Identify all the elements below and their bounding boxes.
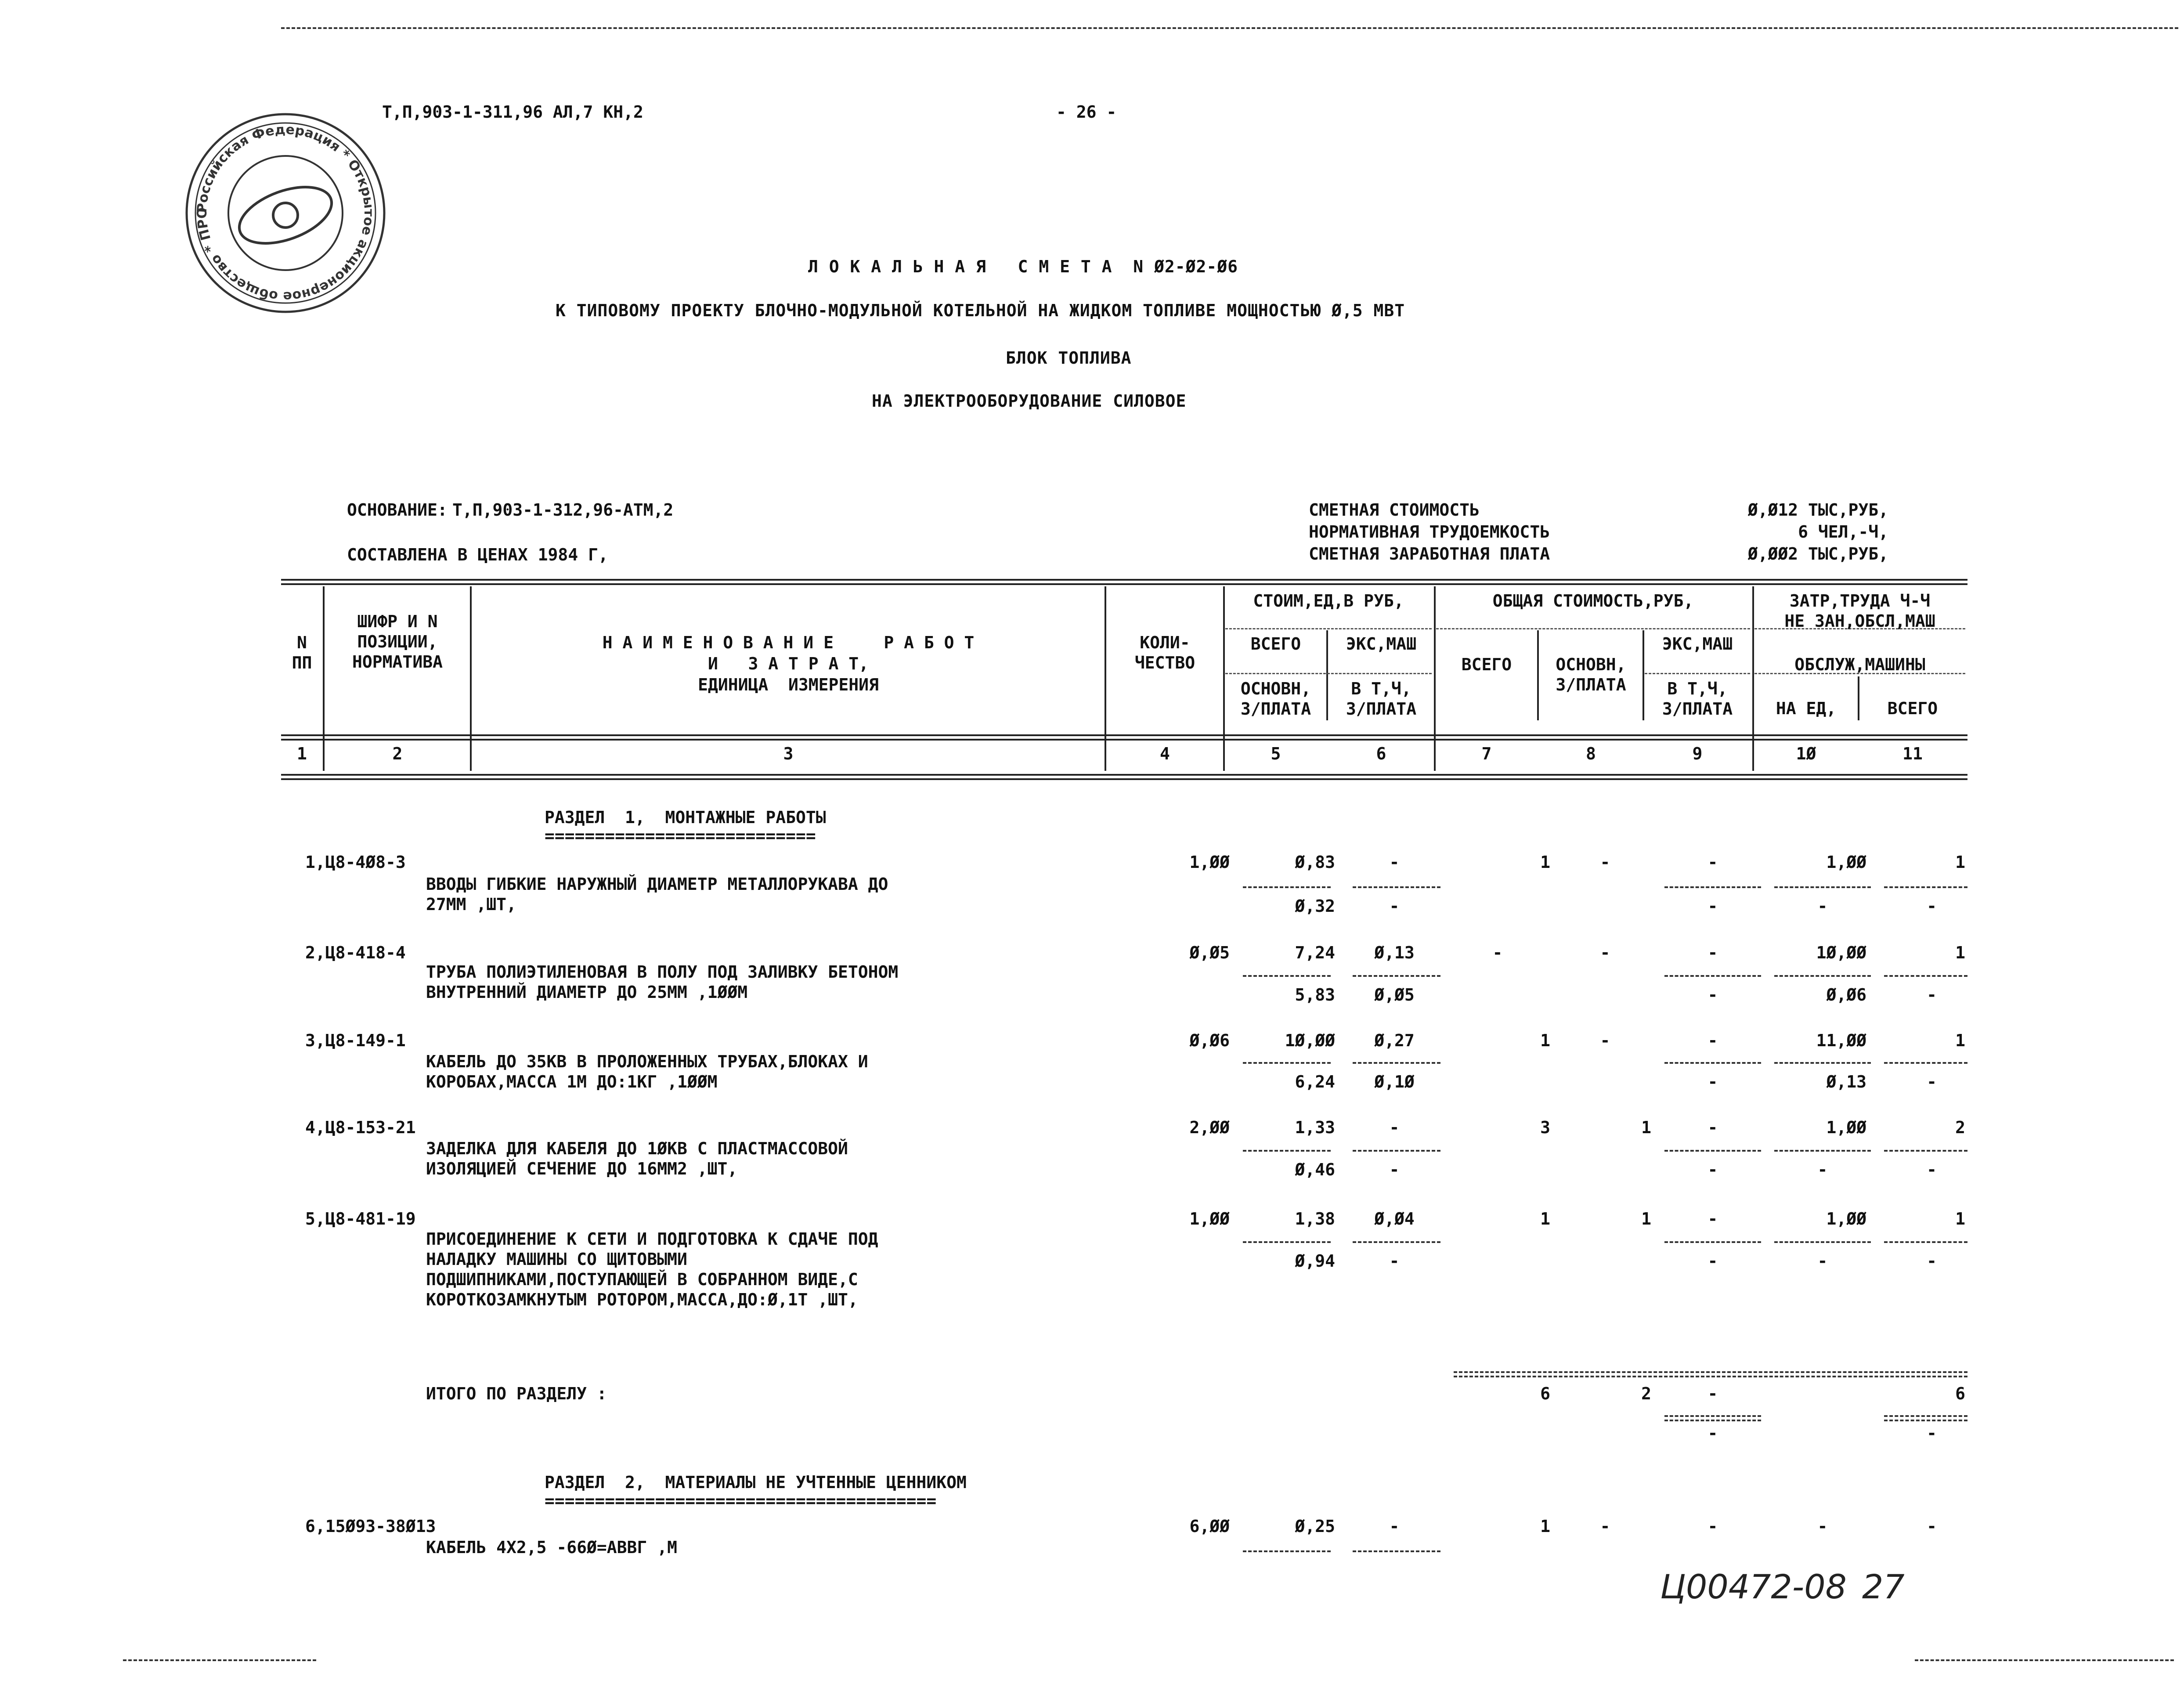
col-num: 8 [1586, 744, 1596, 763]
labor-value: 6 ЧЕЛ,-Ч, [1798, 522, 1888, 542]
row-name: КАБЕЛЬ ДО 35КВ В ПРОЛОЖЕННЫХ ТРУБАХ,БЛОКАХ И [426, 1052, 868, 1071]
block-title: БЛОК ТОПЛИВА [1006, 348, 1132, 368]
row-unit-machine-wage: - [1389, 1251, 1400, 1271]
col-5b-header: ОСНОВН, З/ПЛАТА [1240, 679, 1311, 719]
row-labor-total-b: - [1927, 1251, 1937, 1271]
row-name: ТРУБА ПОЛИЭТИЛЕНОВАЯ В ПОЛУ ПОД ЗАЛИВКУ БЕТОНОМ [426, 962, 899, 982]
row-unit-machine-wage: - [1389, 1160, 1400, 1179]
group-total-cost-header: ОБЩАЯ СТОИМОСТЬ,РУБ, [1492, 591, 1694, 611]
row-unit-machine-wage: - [1389, 896, 1400, 916]
row-unit-total: 1,38 [1295, 1209, 1335, 1229]
row-total: 1 [1540, 853, 1550, 872]
row-unit-total: 1Ø,ØØ [1285, 1031, 1335, 1050]
row-unit-total: 1,33 [1295, 1118, 1335, 1137]
row-total-wage: - [1600, 853, 1610, 872]
row-labor-total: 1 [1955, 1031, 1965, 1050]
col-4-header: КОЛИ- ЧЕСТВО [1134, 633, 1195, 672]
col-num: 5 [1271, 744, 1281, 763]
row-total: 3 [1540, 1118, 1550, 1137]
page-marker: - 26 - [1056, 102, 1117, 122]
col-6a-header: ЭКС,МАШ [1346, 634, 1417, 654]
row-qty: 1,ØØ [1189, 1209, 1230, 1229]
row-labor-unit: 11,ØØ [1816, 1031, 1866, 1050]
row-labor-total-b: - [1927, 985, 1937, 1004]
row-total-machine-wage: - [1707, 1251, 1718, 1271]
row-qty: Ø,Ø6 [1189, 1031, 1230, 1050]
row-unit-machine: Ø,Ø4 [1374, 1209, 1415, 1229]
row-labor-total-b: - [1927, 896, 1937, 916]
col-num: 7 [1481, 744, 1492, 763]
row-code: 5,Ц8-481-19 [305, 1209, 416, 1229]
row-unit-machine-wage: Ø,1Ø [1374, 1072, 1415, 1091]
row-unit-machine: Ø,13 [1374, 943, 1415, 962]
doc-ref: Т,П,903-1-311,96 АЛ,7 КН,2 [382, 102, 643, 122]
row-labor-total-b: - [1927, 1072, 1937, 1091]
col-1-header: N ПП [292, 633, 312, 672]
row-total: - [1492, 943, 1503, 962]
row-unit-wage: Ø,46 [1295, 1160, 1335, 1179]
row-total-wage: - [1600, 1517, 1610, 1536]
row-labor-unit-b: - [1817, 1251, 1828, 1271]
col-num: 6 [1376, 744, 1386, 763]
col-num: 3 [783, 744, 794, 763]
top-rule [281, 27, 2178, 29]
row-unit-machine: - [1389, 1517, 1400, 1536]
row-labor-total: - [1927, 1517, 1937, 1536]
total-machine-wage: - [1707, 1424, 1718, 1443]
row-unit-total: 7,24 [1295, 943, 1335, 962]
row-total: 1 [1540, 1031, 1550, 1050]
row-name: КОРОТКОЗАМКНУТЫМ РОТОРОМ,МАССА,ДО:Ø,1Т ,ШТ, [426, 1290, 858, 1309]
doc-title: Л О К А Л Ь Н А Я С М Е Т А N Ø2-Ø2-Ø6 [808, 257, 1238, 276]
row-qty: 6,ØØ [1189, 1517, 1230, 1536]
group-labor-sub-header: ОБСЛУЖ,МАШИНЫ [1794, 655, 1925, 674]
row-total-machine: - [1707, 1118, 1718, 1137]
col-5a-header: ВСЕГО [1250, 634, 1301, 654]
row-total-machine: - [1707, 1031, 1718, 1050]
total-wage: 2 [1641, 1384, 1651, 1403]
row-name: ПРИСОЕДИНЕНИЕ К СЕТИ И ПОДГОТОВКА К СДАЧЕ ПОД [426, 1229, 878, 1249]
basis-label: ОСНОВАНИЕ: [347, 500, 448, 520]
col-3-header-line2: И З А Т Р А Т, [708, 654, 869, 673]
row-labor-total: 2 [1955, 1118, 1965, 1137]
row-qty: 2,ØØ [1189, 1118, 1230, 1137]
section-2-underline: ======================================= [545, 1491, 937, 1510]
row-unit-wage: Ø,32 [1295, 896, 1335, 916]
row-unit-wage: 5,83 [1295, 985, 1335, 1004]
row-total-machine: - [1707, 1517, 1718, 1536]
row-labor-total: 1 [1955, 1209, 1965, 1229]
bottom-rule-left [123, 1659, 316, 1661]
group-labor-header: ЗАТР,ТРУДА Ч-Ч НЕ ЗАН,ОБСЛ,МАШ [1784, 591, 1935, 631]
col-3-header-line3: ЕДИНИЦА ИЗМЕРЕНИЯ [698, 675, 879, 694]
row-labor-unit-b: - [1817, 1160, 1828, 1179]
row-labor-unit: 1,ØØ [1826, 853, 1866, 872]
row-code: 6,15Ø93-38Ø13 [305, 1517, 436, 1536]
total-label: ИТОГО ПО РАЗДЕЛУ : [426, 1384, 607, 1403]
col-3-header-line1: Н А И М Е Н О В А Н И Е Р А Б О Т [602, 633, 975, 652]
col-7-header: ВСЕГО [1461, 655, 1512, 674]
row-total-machine-wage: - [1707, 985, 1718, 1004]
col-11-header: ВСЕГО [1887, 699, 1938, 718]
row-name: 27ММ ,ШТ, [426, 895, 516, 914]
row-unit-wage: 6,24 [1295, 1072, 1335, 1091]
row-code: 1,Ц8-4Ø8-3 [305, 853, 406, 872]
col-num: 2 [392, 744, 403, 763]
row-code: 2,Ц8-418-4 [305, 943, 406, 962]
prices-label: СОСТАВЛЕНА В ЦЕНАХ 1984 Г, [347, 545, 608, 564]
row-name: ЗАДЕЛКА ДЛЯ КАБЕЛЯ ДО 1ØКВ С ПЛАСТМАССОВОЙ [426, 1139, 848, 1158]
col-num: 4 [1160, 744, 1170, 763]
organization-stamp [182, 110, 389, 316]
row-unit-machine: - [1389, 853, 1400, 872]
row-unit-total: Ø,25 [1295, 1517, 1335, 1536]
col-num: 1Ø [1796, 744, 1816, 763]
row-name: КОРОБАХ,МАССА 1М ДО:1КГ ,1ØØМ [426, 1072, 718, 1091]
row-unit-machine-wage: Ø,Ø5 [1374, 985, 1415, 1004]
row-code: 3,Ц8-149-1 [305, 1031, 406, 1050]
row-name: ИЗОЛЯЦИЕЙ СЕЧЕНИЕ ДО 16ММ2 ,ШТ, [426, 1159, 738, 1178]
wage-value: Ø,ØØ2 ТЫС,РУБ, [1747, 544, 1888, 564]
row-total: 1 [1540, 1209, 1550, 1229]
row-total-wage: 1 [1641, 1209, 1651, 1229]
row-name: ВНУТРЕННИЙ ДИАМЕТР ДО 25ММ ,1ØØМ [426, 983, 748, 1002]
col-9a-header: ЭКС,МАШ [1662, 634, 1733, 654]
row-unit-wage: Ø,94 [1295, 1251, 1335, 1271]
row-unit-machine: - [1389, 1118, 1400, 1137]
col-num: 11 [1902, 744, 1923, 763]
cost-value: Ø,Ø12 ТЫС,РУБ, [1747, 500, 1888, 520]
row-qty: 1,ØØ [1189, 853, 1230, 872]
row-labor-unit: 1,ØØ [1826, 1209, 1866, 1229]
row-labor-unit-b: Ø,Ø6 [1826, 985, 1866, 1004]
row-labor-unit: 1Ø,ØØ [1816, 943, 1866, 962]
row-total-machine: - [1707, 943, 1718, 962]
section-2-title: РАЗДЕЛ 2, МАТЕРИАЛЫ НЕ УЧТЕННЫЕ ЦЕННИКОМ [545, 1473, 967, 1492]
row-qty: Ø,Ø5 [1189, 943, 1230, 962]
group-unit-cost-header: СТОИМ,ЕД,В РУБ, [1253, 591, 1404, 611]
handwritten-page: 27 [1862, 1567, 1905, 1606]
row-labor-total: 1 [1955, 853, 1965, 872]
row-total-machine: - [1707, 1209, 1718, 1229]
row-total-machine-wage: - [1707, 896, 1718, 916]
wage-label: СМЕТНАЯ ЗАРАБОТНАЯ ПЛАТА [1309, 544, 1550, 564]
row-total-wage: 1 [1641, 1118, 1651, 1137]
stamp-text: Российская Федерация * Открытое акционерное общество * ПРО [194, 122, 377, 304]
svg-text:Российская Федерация * Открыто [182, 110, 376, 304]
row-total-wage: - [1600, 1031, 1610, 1050]
total-labor-b: - [1927, 1424, 1937, 1443]
basis-value: Т,П,903-1-312,96-АТМ,2 [452, 500, 674, 520]
row-name: ПОДШИПНИКАМИ,ПОСТУПАЮЩЕЙ В СОБРАННОМ ВИДЕ,С [426, 1270, 858, 1289]
row-total-machine: - [1707, 853, 1718, 872]
row-total-wage: - [1600, 943, 1610, 962]
col-num: 1 [297, 744, 307, 763]
row-total-machine-wage: - [1707, 1072, 1718, 1091]
col-9b-header: В Т,Ч, З/ПЛАТА [1662, 679, 1733, 719]
section-1-underline: =========================== [545, 826, 816, 846]
row-name: НАЛАДКУ МАШИНЫ СО ЩИТОВЫМИ [426, 1250, 687, 1269]
section-1-title: РАЗДЕЛ 1, МОНТАЖНЫЕ РАБОТЫ [545, 808, 826, 827]
row-labor-unit-b: - [1817, 896, 1828, 916]
row-labor-unit: - [1817, 1517, 1828, 1536]
section-title: НА ЭЛЕКТРООБОРУДОВАНИЕ СИЛОВОЕ [872, 391, 1187, 411]
handwritten-ref: Ц00472-08 [1660, 1567, 1847, 1606]
col-num: 9 [1692, 744, 1703, 763]
row-labor-total: 1 [1955, 943, 1965, 962]
col-8-header: ОСНОВН, З/ПЛАТА [1556, 655, 1626, 694]
total-sum: 6 [1540, 1384, 1550, 1403]
row-labor-total-b: - [1927, 1160, 1937, 1179]
row-total-machine-wage: - [1707, 1160, 1718, 1179]
total-labor: 6 [1955, 1384, 1965, 1403]
row-unit-machine: Ø,27 [1374, 1031, 1415, 1050]
row-code: 4,Ц8-153-21 [305, 1118, 416, 1137]
col-10-header: НА ЕД, [1776, 699, 1837, 718]
labor-label: НОРМАТИВНАЯ ТРУДОЕМКОСТЬ [1309, 522, 1550, 542]
col-6b-header: В Т,Ч, З/ПЛАТА [1346, 679, 1417, 719]
row-total: 1 [1540, 1517, 1550, 1536]
row-name: КАБЕЛЬ 4Х2,5 -66Ø=АВВГ ,М [426, 1538, 677, 1557]
row-unit-total: Ø,83 [1295, 853, 1335, 872]
bottom-rule-right [1915, 1659, 2174, 1661]
row-labor-unit: 1,ØØ [1826, 1118, 1866, 1137]
cost-label: СМЕТНАЯ СТОИМОСТЬ [1309, 500, 1480, 520]
row-name: ВВОДЫ ГИБКИЕ НАРУЖНЫЙ ДИАМЕТР МЕТАЛЛОРУКАВА ДО [426, 874, 888, 894]
row-labor-unit-b: Ø,13 [1826, 1072, 1866, 1091]
total-machine: - [1707, 1384, 1718, 1403]
col-2-header: ШИФР И N ПОЗИЦИИ, НОРМАТИВА [352, 612, 443, 672]
doc-subtitle: К ТИПОВОМУ ПРОЕКТУ БЛОЧНО-МОДУЛЬНОЙ КОТЕЛЬНОЙ НА ЖИДКОМ ТОПЛИВЕ МОЩНОСТЬЮ Ø,5 МВТ [556, 301, 1405, 320]
